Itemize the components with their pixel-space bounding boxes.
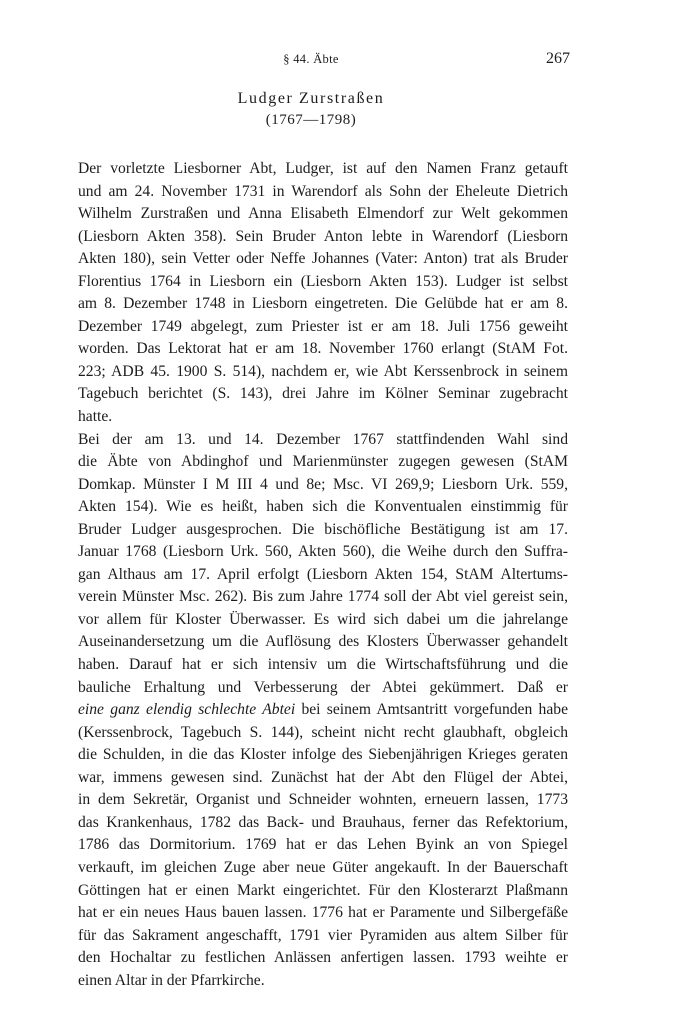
text-line: war, immens gewesen sind. Zunächst hat der Abt den Flügel der Abtei, (78, 768, 568, 786)
text-line: bauliche Erhaltung und Verbesserung der Abtei gekümmert. Daß er (78, 678, 568, 696)
text-line: worden. Das Lektorat hat er am 18. November 1760 erlangt (StAM Fot. (78, 340, 568, 358)
text-line: das Krankenhaus, 1782 das Back- und Brauhaus, ferner das Refektorium, (78, 813, 568, 831)
text-line: 1786 das Dormitorium. 1769 hat er das Lehen Byink an von Spiegel (78, 836, 568, 854)
running-head (54, 44, 568, 70)
text-line: vor allem für Kloster Überwasser. Es wird sich dabei um die jahrelange (78, 610, 568, 628)
text-line: Januar 1768 (Liesborn Urk. 560, Akten 560), die Weihe durch den Suffra- (78, 543, 568, 561)
abbot-dates: (1767—1798) (265, 112, 357, 128)
text-line: Tagebuch berichtet (S. 143), drei Jahre im Kölner Seminar zugebracht (78, 385, 568, 403)
text-line: und am 24. November 1731 in Warendorf als Sohn der Eheleute Dietrich (78, 182, 568, 200)
text-line: 223; ADB 45. 1900 S. 514), nachdem er, wie Abt Kerssenbrock in seinem (78, 362, 568, 380)
abbot-name: Ludger Zurstraßen (237, 90, 385, 107)
running-title: § 44. Äbte (283, 52, 339, 66)
text-line: in dem Sekretär, Organist und Schneider wohnten, erneuern lassen, 1773 (78, 791, 568, 809)
italic-quote: eine ganz elendig schlechte Abtei (78, 701, 296, 719)
text-line: die Schulden, in die das Kloster infolge des Siebenjährigen Krieges geraten (78, 746, 568, 764)
page-number: 267 (546, 50, 570, 67)
paragraph-2 (54, 429, 568, 993)
text-line: Bruder Ludger ausgesprochen. Die bischöfliche Bestätigung ist am 17. (78, 520, 568, 538)
text-line: Florentius 1764 in Liesborn ein (Liesborn Akten 153). Ludger ist selbst (78, 272, 568, 290)
text-line: einen Altar in der Pfarrkirche. (78, 971, 265, 989)
text-line-with-quote (54, 699, 568, 722)
text-line: (Kerssenbrock, Tagebuch S. 144), scheint nicht recht glaubhaft, obgleich (78, 723, 568, 741)
text-line: verkauft, im gleichen Zuge aber neue Güter angekauft. In der Bauerschaft (78, 858, 568, 876)
paragraph-1 (54, 158, 568, 429)
text-line: haben. Darauf hat er sich intensiv um die Wirtschaftsführung und die (78, 656, 568, 674)
text-line: die Äbte von Abdinghof und Marienmünster zugegen gewesen (StAM (78, 453, 568, 471)
text-line: Bei der am 13. und 14. Dezember 1767 stattfindenden Wahl sind (78, 430, 568, 448)
text-line: den Hochaltar zu festlichen Anlässen anfertigen lassen. 1793 weihte er (78, 949, 568, 967)
text-line: Domkap. Münster I M III 4 und 8e; Msc. VI 269,9; Liesborn Urk. 559, (78, 475, 568, 493)
text-line: für das Sakrament angeschafft, 1791 vier Pyramiden aus altem Silber für (78, 926, 568, 944)
text-line: gan Althaus am 17. April erfolgt (Liesborn Akten 154, StAM Altertums- (78, 565, 568, 583)
text-line: Dezember 1749 abgelegt, zum Priester ist er am 18. Juli 1756 geweiht (78, 317, 568, 335)
text-line: Der vorletzte Liesborner Abt, Ludger, ist auf den Namen Franz getauft (78, 160, 568, 177)
text-line: Akten 154). Wie es heißt, haben sich die Konventualen einstimmig für (78, 498, 568, 516)
text-line: Göttingen hat er einen Markt eingerichtet. Für den Klosterarzt Plaßmann (78, 881, 568, 899)
text-line: (Liesborn Akten 358). Sein Bruder Anton lebte in Warendorf (Liesborn (78, 227, 568, 245)
book-page (54, 44, 568, 992)
body-text (54, 158, 568, 992)
text-line: hatte. (78, 408, 113, 426)
text-line: am 8. Dezember 1748 in Liesborn eingetreten. Die Gelübde hat er am 8. (78, 295, 568, 313)
text-line: Wilhelm Zurstraßen und Anna Elisabeth Elmendorf zur Welt gekommen (78, 205, 568, 223)
section-heading (54, 88, 568, 130)
text-line: Akten 180), sein Vetter oder Neffe Johannes (Vater: Anton) trat als Bruder (78, 250, 568, 268)
text-fragment: bei seinem Amtsantritt vorgefunden habe (295, 701, 568, 719)
text-line: Auseinandersetzung um die Auflösung des Klosters Überwasser gehandelt (78, 633, 568, 651)
text-line: verein Münster Msc. 262). Bis zum Jahre 1774 soll der Abt viel gereist sein, (78, 588, 568, 606)
text-line: hat er ein neues Haus bauen lassen. 1776 hat er Paramente und Silbergefäße (78, 904, 568, 922)
